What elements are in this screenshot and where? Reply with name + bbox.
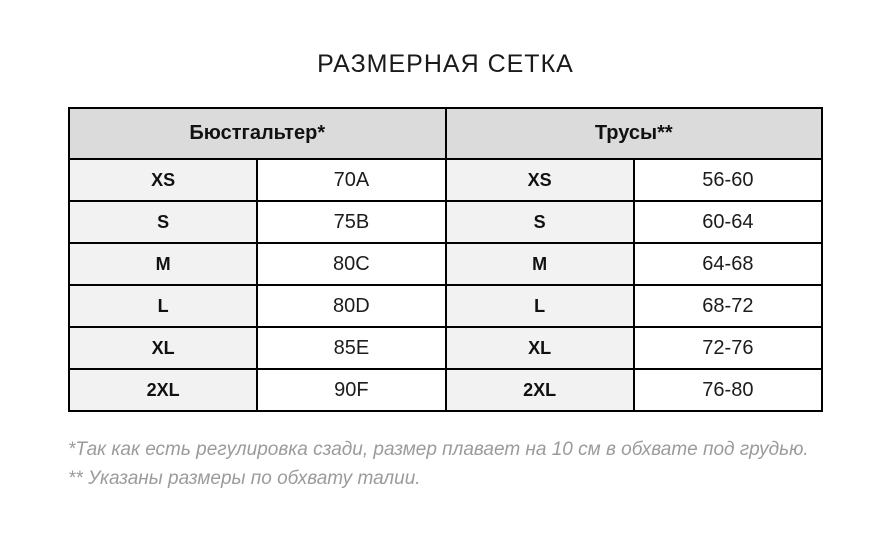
panties-value-cell: 60-64 (634, 201, 822, 243)
footnote-panties: ** Указаны размеры по обхвату талии. (68, 468, 421, 489)
bra-size-cell: XS (69, 159, 257, 201)
panties-value-cell: 68-72 (634, 285, 822, 327)
panties-value-cell: 64-68 (634, 243, 822, 285)
table-row (69, 369, 822, 411)
size-chart-table (68, 107, 823, 412)
panties-size-cell: XS (446, 159, 634, 201)
column-group-panties: Трусы** (446, 108, 823, 159)
table-row (69, 327, 822, 369)
table-row (69, 159, 822, 201)
bra-value-cell: 75B (257, 201, 445, 243)
bra-value-cell: 80D (257, 285, 445, 327)
bra-size-cell: XL (69, 327, 257, 369)
bra-size-cell: 2XL (69, 369, 257, 411)
table-row (69, 285, 822, 327)
panties-size-cell: XL (446, 327, 634, 369)
panties-size-cell: 2XL (446, 369, 634, 411)
table-header-row (69, 108, 822, 159)
table-row (69, 201, 822, 243)
panties-size-cell: M (446, 243, 634, 285)
page-title: РАЗМЕРНАЯ СЕТКА (317, 50, 574, 78)
footnotes (68, 435, 828, 493)
column-group-bra: Бюстгальтер* (69, 108, 446, 159)
table-row (69, 243, 822, 285)
panties-size-cell: S (446, 201, 634, 243)
panties-value-cell: 76-80 (634, 369, 822, 411)
panties-size-cell: L (446, 285, 634, 327)
bra-value-cell: 90F (257, 369, 445, 411)
bra-size-cell: S (69, 201, 257, 243)
bra-size-cell: L (69, 285, 257, 327)
footnote-bra: *Так как есть регулировка сзади, размер плавает на 10 см в обхвате под грудью. (68, 439, 809, 460)
bra-size-cell: M (69, 243, 257, 285)
panties-value-cell: 72-76 (634, 327, 822, 369)
bra-value-cell: 80C (257, 243, 445, 285)
bra-value-cell: 70A (257, 159, 445, 201)
bra-value-cell: 85E (257, 327, 445, 369)
panties-value-cell: 56-60 (634, 159, 822, 201)
